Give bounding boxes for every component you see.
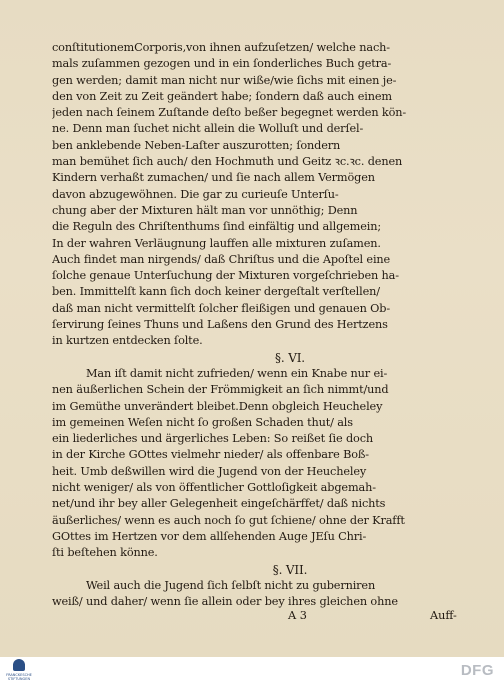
text-line: ne. Denn man ſuchet nicht allein die Wolluſt und derſel- [52, 122, 364, 136]
dfg-logo[interactable]: DFG [460, 662, 494, 679]
signature-mark: A 3 [288, 609, 307, 622]
text-line: jeden nach ſeinem Zuſtande deſto beßer begegnet werden kön- [52, 106, 407, 120]
logo-text: FRANCKESCHE STIFTUNGEN [6, 673, 32, 681]
text-line: nen äußerlichen Schein der Frömmigkeit an ſich nimmt/und [52, 383, 389, 397]
text-line: man bemühet ſich auch/ den Hochmuth und Geitz ꝛc.ꝛc. denen [52, 155, 403, 169]
text-line: die Reguln des Chriſtenthums ſind einfältig und allgemein; [52, 220, 382, 234]
text-line: In der wahren Verläugnung lauffen alle mixturen zuſamen. [52, 236, 381, 250]
section-heading-7: §. VII. [272, 562, 308, 577]
text-line: im Gemüthe unverändert bleibet.Denn obgleich Heucheley [52, 399, 383, 413]
text-line: davon abzugewöhnen. Die gar zu curieuſe Unterſu- [52, 187, 339, 201]
text-line: ſolche genaue Unterſuchung der Mixturen vorgeſchrieben ha- [52, 269, 399, 283]
section-heading-6: §. VI. [275, 350, 305, 365]
text-line: conſtitutionemCorporis,von ihnen aufzuſetzen/ welche nach- [52, 41, 390, 54]
text-line: im gemeinen Weſen nicht ſo großen Schaden thut/ als [52, 415, 353, 429]
text-line: daß man nicht vermittelſt ſolcher fleißigen und genauen Ob- [52, 301, 391, 315]
text-line: Weil auch die Jugend ſich ſelbſt nicht zu guberniren [86, 578, 376, 592]
text-line: Kindern verhaßt zumachen/ und ſie nach allem Vermögen [52, 171, 375, 185]
text-line: nicht weniger/ als von öffentlicher Gottloſigkeit abgemah- [52, 481, 376, 495]
text-line: net/und ihr bey aller Gelegenheit eingeſchärffet/ daß nichts [52, 497, 386, 511]
text-line: mals zuſammen gezogen und in ein ſonderliches Buch getra- [52, 57, 392, 71]
text-line: in der Kirche GOttes vielmehr nieder/ als offenbare Boß- [52, 448, 369, 462]
text-line: ſervirung ſeines Thuns und Laßens den Grund des Hertzens [52, 318, 388, 332]
catchword: Auff- [430, 609, 457, 622]
text-line: ben anklebende Neben-Laſter auszurotten; ſondern [52, 138, 341, 152]
text-line: ſti beſtehen könne. [52, 546, 158, 560]
text-line: ein liederliches und ärgerliches Leben: So reißet ſie doch [52, 432, 374, 446]
text-line: in kurtzen entdecken ſolte. [52, 334, 203, 348]
page-text [52, 40, 488, 610]
text-line: Man iſt damit nicht zufrieden/ wenn ein Knabe nur ei- [86, 366, 388, 380]
francke-foundation-logo[interactable] [4, 659, 34, 685]
viewer-footer [0, 657, 504, 686]
text-line: Auch findet man nirgends/ daß Chriſtus und die Apoſtel eine [52, 252, 391, 266]
foundation-emblem-icon [13, 659, 25, 671]
text-line: gen werden; damit man nicht nur wiße/wie ſichs mit einen je- [52, 73, 397, 87]
text-line: chung aber der Mixturen hält man vor unnöthig; Denn [52, 203, 358, 217]
text-line: weiß/ und daher/ wenn ſie allein oder bey ihres gleichen ohne [52, 595, 398, 609]
text-line: heit. Umb deßwillen wird die Jugend von der Heucheley [52, 464, 367, 478]
text-line: äußerliches/ wenn es auch noch ſo gut ſchiene/ ohne der Krafft [52, 513, 405, 527]
text-line: GOttes im Hertzen vor dem allſehenden Auge JEſu Chri- [52, 529, 367, 543]
text-line: den von Zeit zu Zeit geändert habe; ſondern daß auch einem [52, 89, 392, 103]
text-line: ben. Immittelſt kann ſich doch keiner dergeſtalt verſtellen/ [52, 285, 380, 299]
